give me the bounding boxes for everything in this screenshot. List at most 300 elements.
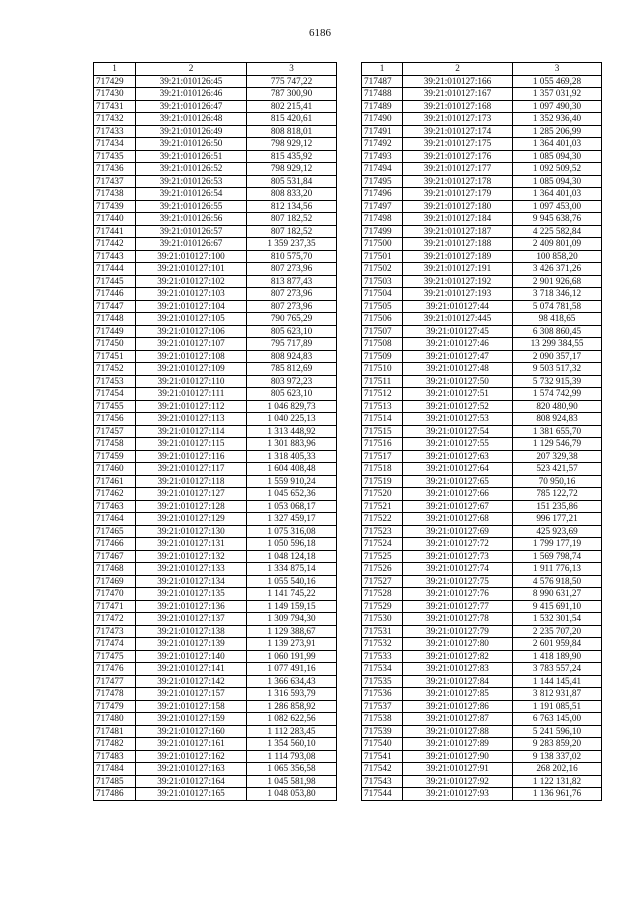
row-number: 717528	[362, 588, 403, 601]
row-number: 717439	[94, 200, 136, 213]
cadastral-number: 39:21:010126:49	[136, 125, 247, 138]
row-number: 717468	[94, 563, 136, 576]
table-row	[94, 713, 337, 726]
table-row	[94, 388, 337, 401]
cadastral-value: 1 316 593,79	[247, 688, 337, 701]
row-number: 717502	[362, 263, 403, 276]
cadastral-value: 1 055 540,16	[247, 575, 337, 588]
cadastral-number: 39:21:010127:90	[403, 750, 513, 763]
cadastral-value: 810 575,70	[247, 250, 337, 263]
cadastral-number: 39:21:010127:101	[136, 263, 247, 276]
table-row	[362, 688, 602, 701]
table-row	[94, 588, 337, 601]
cadastral-value: 9 503 517,32	[513, 363, 602, 376]
column-header-3: 3	[513, 63, 602, 76]
data-table-right	[361, 62, 602, 801]
cadastral-value: 1 352 936,40	[513, 113, 602, 126]
row-number: 717539	[362, 725, 403, 738]
cadastral-number: 39:21:010127:105	[136, 313, 247, 326]
column-header-2: 2	[403, 63, 513, 76]
row-number: 717487	[362, 75, 403, 88]
table-row	[362, 288, 602, 301]
cadastral-value: 2 601 959,84	[513, 638, 602, 651]
cadastral-number: 39:21:010127:162	[136, 750, 247, 763]
table-row	[94, 475, 337, 488]
table-row	[94, 788, 337, 801]
table-row	[362, 125, 602, 138]
cadastral-number: 39:21:010127:445	[403, 313, 513, 326]
cadastral-number: 39:21:010127:45	[403, 325, 513, 338]
cadastral-number: 39:21:010127:173	[403, 113, 513, 126]
cadastral-value: 1 112 283,45	[247, 725, 337, 738]
row-number: 717531	[362, 625, 403, 638]
table-row	[94, 688, 337, 701]
table-row	[94, 663, 337, 676]
table-row	[94, 650, 337, 663]
column-header-1: 1	[94, 63, 136, 76]
cadastral-value: 802 215,41	[247, 100, 337, 113]
row-number: 717541	[362, 750, 403, 763]
row-number: 717481	[94, 725, 136, 738]
row-number: 717503	[362, 275, 403, 288]
table-row	[94, 75, 337, 88]
table-row	[362, 588, 602, 601]
row-number: 717467	[94, 550, 136, 563]
row-number: 717519	[362, 475, 403, 488]
cadastral-value: 2 235 707,20	[513, 625, 602, 638]
cadastral-number: 39:21:010126:50	[136, 138, 247, 151]
cadastral-value: 1 077 491,16	[247, 663, 337, 676]
cadastral-number: 39:21:010127:141	[136, 663, 247, 676]
cadastral-number: 39:21:010127:106	[136, 325, 247, 338]
cadastral-number: 39:21:010127:47	[403, 350, 513, 363]
table-row	[362, 400, 602, 413]
cadastral-value: 9 415 691,10	[513, 600, 602, 613]
row-number: 717514	[362, 413, 403, 426]
cadastral-number: 39:21:010127:130	[136, 525, 247, 538]
cadastral-value: 808 924,83	[247, 350, 337, 363]
row-number: 717530	[362, 613, 403, 626]
row-number: 717501	[362, 250, 403, 263]
cadastral-number: 39:21:010127:107	[136, 338, 247, 351]
table-row	[362, 613, 602, 626]
table-row	[362, 200, 602, 213]
cadastral-value: 8 990 631,27	[513, 588, 602, 601]
cadastral-number: 39:21:010127:118	[136, 475, 247, 488]
cadastral-number: 39:21:010127:89	[403, 738, 513, 751]
cadastral-number: 39:21:010126:55	[136, 200, 247, 213]
cadastral-number: 39:21:010127:67	[403, 500, 513, 513]
row-number: 717499	[362, 225, 403, 238]
table-row	[362, 513, 602, 526]
table-row	[94, 513, 337, 526]
cadastral-number: 39:21:010127:175	[403, 138, 513, 151]
cadastral-number: 39:21:010127:79	[403, 625, 513, 638]
cadastral-number: 39:21:010127:161	[136, 738, 247, 751]
cadastral-value: 1 364 401,03	[513, 188, 602, 201]
table-row	[362, 350, 602, 363]
cadastral-number: 39:21:010126:54	[136, 188, 247, 201]
cadastral-value: 1 327 459,17	[247, 513, 337, 526]
cadastral-number: 39:21:010127:110	[136, 375, 247, 388]
cadastral-value: 805 623,10	[247, 388, 337, 401]
table-row	[94, 625, 337, 638]
row-number: 717490	[362, 113, 403, 126]
table-row	[94, 738, 337, 751]
cadastral-number: 39:21:010126:67	[136, 238, 247, 251]
cadastral-value: 807 182,52	[247, 225, 337, 238]
row-number: 717436	[94, 163, 136, 176]
cadastral-number: 39:21:010127:192	[403, 275, 513, 288]
row-number: 717516	[362, 438, 403, 451]
table-row	[362, 750, 602, 763]
table-row	[362, 475, 602, 488]
table-row	[94, 163, 337, 176]
table-row	[94, 600, 337, 613]
row-number: 717443	[94, 250, 136, 263]
row-number: 717494	[362, 163, 403, 176]
cadastral-value: 1 085 094,30	[513, 150, 602, 163]
row-number: 717438	[94, 188, 136, 201]
cadastral-value: 1 354 560,10	[247, 738, 337, 751]
cadastral-value: 1 097 490,30	[513, 100, 602, 113]
cadastral-value: 812 134,56	[247, 200, 337, 213]
row-number: 717458	[94, 438, 136, 451]
cadastral-number: 39:21:010126:48	[136, 113, 247, 126]
cadastral-number: 39:21:010127:64	[403, 463, 513, 476]
table-row	[362, 650, 602, 663]
row-number: 717529	[362, 600, 403, 613]
cadastral-value: 785 122,72	[513, 488, 602, 501]
row-number: 717457	[94, 425, 136, 438]
cadastral-number: 39:21:010127:52	[403, 400, 513, 413]
row-number: 717512	[362, 388, 403, 401]
table-row	[362, 325, 602, 338]
cadastral-value: 151 235,86	[513, 500, 602, 513]
cadastral-number: 39:21:010127:177	[403, 163, 513, 176]
table-row	[94, 450, 337, 463]
cadastral-number: 39:21:010127:137	[136, 613, 247, 626]
cadastral-number: 39:21:010127:193	[403, 288, 513, 301]
cadastral-number: 39:21:010127:85	[403, 688, 513, 701]
cadastral-number: 39:21:010127:116	[136, 450, 247, 463]
row-number: 717429	[94, 75, 136, 88]
row-number: 717464	[94, 513, 136, 526]
table-row	[94, 413, 337, 426]
cadastral-number: 39:21:010127:160	[136, 725, 247, 738]
table-row	[362, 388, 602, 401]
row-number: 717491	[362, 125, 403, 138]
cadastral-value: 207 329,38	[513, 450, 602, 463]
table-row	[94, 550, 337, 563]
cadastral-number: 39:21:010127:102	[136, 275, 247, 288]
cadastral-value: 775 747,22	[247, 75, 337, 88]
table-row	[94, 138, 337, 151]
row-number: 717448	[94, 313, 136, 326]
table-row	[94, 725, 337, 738]
column-header-2: 2	[136, 63, 247, 76]
cadastral-value: 1 136 961,76	[513, 788, 602, 801]
row-number: 717465	[94, 525, 136, 538]
row-number: 717480	[94, 713, 136, 726]
row-number: 717497	[362, 200, 403, 213]
table-row	[362, 413, 602, 426]
table-row	[362, 313, 602, 326]
cadastral-number: 39:21:010127:138	[136, 625, 247, 638]
table-row	[94, 125, 337, 138]
cadastral-number: 39:21:010127:129	[136, 513, 247, 526]
cadastral-number: 39:21:010127:164	[136, 775, 247, 788]
row-number: 717507	[362, 325, 403, 338]
table-row	[362, 338, 602, 351]
cadastral-value: 785 812,69	[247, 363, 337, 376]
row-number: 717463	[94, 500, 136, 513]
cadastral-value: 1 048 053,80	[247, 788, 337, 801]
table-row	[362, 763, 602, 776]
row-number: 717455	[94, 400, 136, 413]
table-row	[94, 638, 337, 651]
table-row	[94, 575, 337, 588]
cadastral-value: 1 053 068,17	[247, 500, 337, 513]
cadastral-number: 39:21:010127:78	[403, 613, 513, 626]
cadastral-value: 807 273,96	[247, 263, 337, 276]
cadastral-number: 39:21:010127:176	[403, 150, 513, 163]
cadastral-value: 1 045 652,36	[247, 488, 337, 501]
cadastral-value: 1 040 225,13	[247, 413, 337, 426]
cadastral-value: 1 141 745,22	[247, 588, 337, 601]
row-number: 717484	[94, 763, 136, 776]
row-number: 717486	[94, 788, 136, 801]
cadastral-number: 39:21:010127:117	[136, 463, 247, 476]
cadastral-value: 1 065 356,58	[247, 763, 337, 776]
table-row	[94, 763, 337, 776]
row-number: 717527	[362, 575, 403, 588]
cadastral-number: 39:21:010126:57	[136, 225, 247, 238]
row-number: 717521	[362, 500, 403, 513]
table-row	[362, 550, 602, 563]
cadastral-value: 1 092 509,52	[513, 163, 602, 176]
cadastral-value: 268 202,16	[513, 763, 602, 776]
cadastral-value: 805 623,10	[247, 325, 337, 338]
cadastral-value: 3 783 557,24	[513, 663, 602, 676]
table-row	[94, 375, 337, 388]
row-number: 717544	[362, 788, 403, 801]
cadastral-value: 1 129 388,67	[247, 625, 337, 638]
table-row	[362, 788, 602, 801]
table-row	[362, 600, 602, 613]
cadastral-number: 39:21:010126:52	[136, 163, 247, 176]
row-number: 717453	[94, 375, 136, 388]
table-row	[362, 213, 602, 226]
cadastral-value: 1 574 742,99	[513, 388, 602, 401]
cadastral-value: 425 923,69	[513, 525, 602, 538]
table-row	[94, 363, 337, 376]
cadastral-number: 39:21:010127:167	[403, 88, 513, 101]
cadastral-value: 9 945 638,76	[513, 213, 602, 226]
row-number: 717454	[94, 388, 136, 401]
table-row	[94, 350, 337, 363]
table-row	[94, 188, 337, 201]
cadastral-value: 1 313 448,92	[247, 425, 337, 438]
table-row	[94, 338, 337, 351]
table-row	[94, 613, 337, 626]
table-row	[362, 150, 602, 163]
table-row	[94, 100, 337, 113]
row-number: 717460	[94, 463, 136, 476]
cadastral-number: 39:21:010127:132	[136, 550, 247, 563]
table-row	[94, 525, 337, 538]
table-row	[362, 538, 602, 551]
cadastral-value: 2 901 926,68	[513, 275, 602, 288]
cadastral-number: 39:21:010127:86	[403, 700, 513, 713]
cadastral-number: 39:21:010127:179	[403, 188, 513, 201]
row-number: 717524	[362, 538, 403, 551]
cadastral-value: 1 129 546,79	[513, 438, 602, 451]
cadastral-value: 795 717,89	[247, 338, 337, 351]
cadastral-value: 1 122 131,82	[513, 775, 602, 788]
row-number: 717536	[362, 688, 403, 701]
cadastral-number: 39:21:010127:69	[403, 525, 513, 538]
cadastral-number: 39:21:010127:184	[403, 213, 513, 226]
cadastral-number: 39:21:010127:157	[136, 688, 247, 701]
row-number: 717509	[362, 350, 403, 363]
table-row	[94, 775, 337, 788]
cadastral-number: 39:21:010127:135	[136, 588, 247, 601]
cadastral-value: 820 480,90	[513, 400, 602, 413]
table-row	[94, 250, 337, 263]
cadastral-number: 39:21:010127:189	[403, 250, 513, 263]
table-row	[362, 113, 602, 126]
cadastral-number: 39:21:010127:92	[403, 775, 513, 788]
cadastral-value: 1 364 401,03	[513, 138, 602, 151]
cadastral-number: 39:21:010127:188	[403, 238, 513, 251]
row-number: 717492	[362, 138, 403, 151]
cadastral-value: 1 418 189,90	[513, 650, 602, 663]
row-number: 717431	[94, 100, 136, 113]
cadastral-value: 1 366 634,43	[247, 675, 337, 688]
cadastral-value: 9 138 337,02	[513, 750, 602, 763]
cadastral-value: 4 576 918,50	[513, 575, 602, 588]
row-number: 717459	[94, 450, 136, 463]
cadastral-value: 1 604 408,48	[247, 463, 337, 476]
table-row	[94, 213, 337, 226]
cadastral-value: 4 225 582,84	[513, 225, 602, 238]
cadastral-value: 100 858,20	[513, 250, 602, 263]
cadastral-value: 787 300,90	[247, 88, 337, 101]
row-number: 717449	[94, 325, 136, 338]
table-row	[94, 488, 337, 501]
row-number: 717543	[362, 775, 403, 788]
row-number: 717435	[94, 150, 136, 163]
table-row	[94, 425, 337, 438]
cadastral-value: 813 877,43	[247, 275, 337, 288]
table-row	[362, 300, 602, 313]
table-row	[94, 438, 337, 451]
row-number: 717442	[94, 238, 136, 251]
cadastral-number: 39:21:010127:178	[403, 175, 513, 188]
cadastral-number: 39:21:010127:168	[403, 100, 513, 113]
data-table-left	[93, 62, 337, 801]
table-row	[94, 113, 337, 126]
cadastral-number: 39:21:010126:51	[136, 150, 247, 163]
cadastral-value: 13 299 384,55	[513, 338, 602, 351]
table-row	[362, 725, 602, 738]
cadastral-number: 39:21:010127:66	[403, 488, 513, 501]
cadastral-number: 39:21:010127:55	[403, 438, 513, 451]
cadastral-number: 39:21:010127:103	[136, 288, 247, 301]
cadastral-number: 39:21:010127:139	[136, 638, 247, 651]
cadastral-value: 5 732 915,39	[513, 375, 602, 388]
row-number: 717479	[94, 700, 136, 713]
cadastral-value: 996 177,21	[513, 513, 602, 526]
cadastral-value: 1 532 301,54	[513, 613, 602, 626]
row-number: 717472	[94, 613, 136, 626]
cadastral-value: 523 421,57	[513, 463, 602, 476]
row-number: 717520	[362, 488, 403, 501]
table-header-row	[362, 63, 602, 76]
table-row	[362, 575, 602, 588]
cadastral-value: 1 559 910,24	[247, 475, 337, 488]
table-row	[362, 275, 602, 288]
row-number: 717462	[94, 488, 136, 501]
table-row	[94, 238, 337, 251]
cadastral-number: 39:21:010127:88	[403, 725, 513, 738]
table-row	[94, 313, 337, 326]
row-number: 717498	[362, 213, 403, 226]
table-row	[362, 363, 602, 376]
cadastral-value: 1 114 793,08	[247, 750, 337, 763]
cadastral-value: 1 569 798,74	[513, 550, 602, 563]
row-number: 717540	[362, 738, 403, 751]
cadastral-number: 39:21:010127:68	[403, 513, 513, 526]
row-number: 717470	[94, 588, 136, 601]
table-row	[362, 675, 602, 688]
table-row	[94, 563, 337, 576]
table-row	[362, 525, 602, 538]
table-header-row	[94, 63, 337, 76]
row-number: 717508	[362, 338, 403, 351]
row-number: 717450	[94, 338, 136, 351]
row-number: 717506	[362, 313, 403, 326]
cadastral-value: 2 409 801,09	[513, 238, 602, 251]
cadastral-number: 39:21:010127:174	[403, 125, 513, 138]
cadastral-value: 2 090 357,17	[513, 350, 602, 363]
cadastral-number: 39:21:010127:128	[136, 500, 247, 513]
row-number: 717500	[362, 238, 403, 251]
row-number: 717478	[94, 688, 136, 701]
cadastral-value: 1 799 177,19	[513, 538, 602, 551]
cadastral-value: 1 055 469,28	[513, 75, 602, 88]
cadastral-number: 39:21:010127:187	[403, 225, 513, 238]
cadastral-number: 39:21:010127:72	[403, 538, 513, 551]
table-row	[362, 563, 602, 576]
cadastral-value: 1 357 031,92	[513, 88, 602, 101]
table-row	[362, 638, 602, 651]
cadastral-number: 39:21:010127:54	[403, 425, 513, 438]
cadastral-value: 5 074 781,58	[513, 300, 602, 313]
table-row	[94, 400, 337, 413]
cadastral-value: 815 435,92	[247, 150, 337, 163]
cadastral-number: 39:21:010127:180	[403, 200, 513, 213]
cadastral-value: 807 182,52	[247, 213, 337, 226]
cadastral-number: 39:21:010127:74	[403, 563, 513, 576]
cadastral-value: 1 911 776,13	[513, 563, 602, 576]
table-row	[94, 300, 337, 313]
table-row	[362, 250, 602, 263]
page-number: 6186	[309, 27, 331, 39]
cadastral-value: 1 149 159,15	[247, 600, 337, 613]
cadastral-value: 1 301 883,96	[247, 438, 337, 451]
